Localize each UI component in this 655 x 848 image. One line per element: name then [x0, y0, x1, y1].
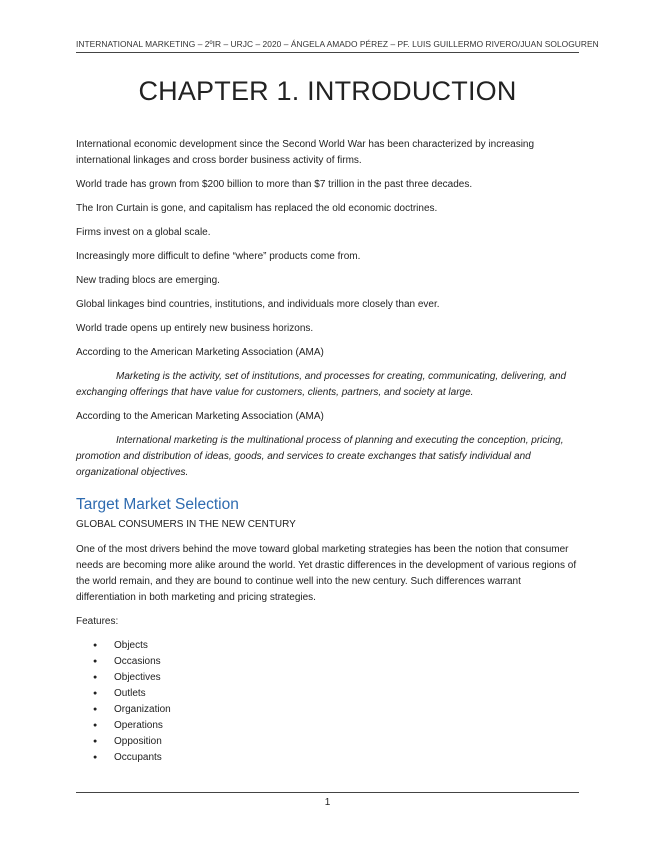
intro-paragraph: New trading blocs are emerging.: [76, 275, 220, 286]
list-item: ● Objectives: [76, 670, 579, 686]
section-subheading: GLOBAL CONSUMERS IN THE NEW CENTURY: [76, 519, 296, 530]
list-item: ● Occupants: [76, 750, 579, 766]
intro-paragraph: World trade has grown from $200 billion to more than $7 trillion in the past three decades.: [76, 179, 473, 190]
section-heading: Target Market Selection: [76, 496, 239, 513]
running-header: INTERNATIONAL MARKETING – 2ºIR – URJC – 2020 – ÁNGELA AMADO PÉREZ – PF. LUIS GUILLERMO RIVERO/JUAN SOLOGUREN: [76, 39, 599, 49]
section-paragraph: One of the most drivers behind the move toward global marketing strategies has been the notion that consumer needs are becoming more alike around the world. Yet drastic differences in the development of various regions of the world remain, and they are bound to continue well into the new century. Such differences warrant differentiation in both marketing and pricing strategies.: [76, 544, 577, 603]
definition-quote: International marketing is the multinational process of planning and executing the conception, pricing, promotion and distribution of ideas, goods, and services to create exchanges that satisfy individual and organizational objectives.: [76, 435, 564, 478]
list-item: ● Opposition: [76, 734, 579, 750]
features-label: Features:: [76, 616, 119, 627]
page-number: 1: [324, 797, 331, 808]
list-item: ● Outlets: [76, 686, 579, 702]
intro-paragraph: Global linkages bind countries, institutions, and individuals more closely than ever.: [76, 299, 440, 310]
definition-source: According to the American Marketing Association (AMA): [76, 347, 324, 358]
definition-quote: Marketing is the activity, set of institutions, and processes for creating, communicating, delivering, and exchanging offerings that have value for customers, clients, partners, and society at large.: [76, 371, 567, 398]
intro-paragraph: World trade opens up entirely new business horizons.: [76, 323, 314, 334]
list-item: ● Organization: [76, 702, 579, 718]
intro-paragraph: International economic development since the Second World War has been characterized by increasing international linkages and cross border business activity of firms.: [76, 139, 535, 166]
intro-paragraph: Increasingly more difficult to define “where” products come from.: [76, 251, 361, 262]
footer-divider: [76, 792, 579, 793]
intro-paragraph: The Iron Curtain is gone, and capitalism has replaced the old economic doctrines.: [76, 203, 438, 214]
list-item: ● Objects: [76, 638, 579, 654]
header-divider: [76, 52, 579, 53]
features-list: [76, 638, 579, 766]
list-item: ● Operations: [76, 718, 579, 734]
chapter-title: CHAPTER 1. INTRODUCTION: [138, 76, 517, 106]
definition-source: According to the American Marketing Association (AMA): [76, 411, 324, 422]
intro-paragraph: Firms invest on a global scale.: [76, 227, 211, 238]
list-item: ● Occasions: [76, 654, 579, 670]
page-body: [76, 137, 579, 766]
